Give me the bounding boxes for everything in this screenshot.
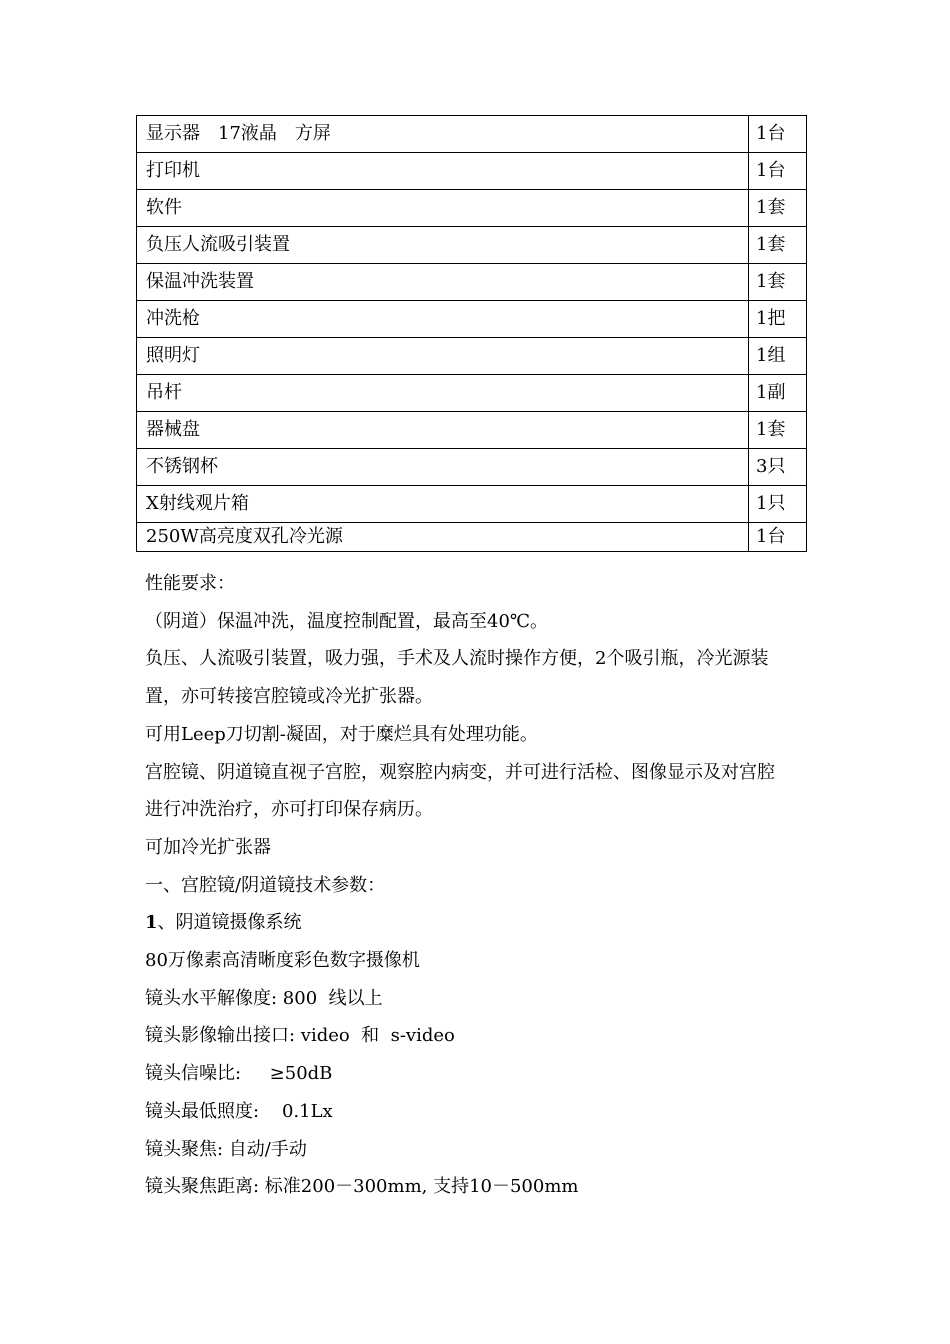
quantity-cell: 1台: [749, 523, 807, 552]
table-row: [137, 486, 807, 523]
item-name-cell: 冲洗枪: [137, 301, 749, 338]
quantity-cell: 1台: [749, 116, 807, 153]
spec-line: 镜头聚焦距离: 标准200－300mm, 支持10－500mm: [145, 1176, 579, 1198]
table-row: [137, 375, 807, 412]
equipment-table-body: [137, 116, 807, 552]
spec-line: 镜头信噪比: ≥50dB: [145, 1063, 333, 1085]
item-name-cell: 不锈钢杯: [137, 449, 749, 486]
quantity-cell: 1套: [749, 412, 807, 449]
table-row: [137, 227, 807, 264]
section-heading: 一、宫腔镜/阴道镜技术参数：: [145, 874, 386, 896]
table-row: [137, 523, 807, 552]
table-row: [137, 338, 807, 375]
item-name-cell: 器械盘: [137, 412, 749, 449]
table-row: [137, 190, 807, 227]
paragraph: 可用Leep刀切割-凝固，对于糜烂具有处理功能。: [145, 723, 538, 745]
quantity-cell: 1组: [749, 338, 807, 375]
quantity-cell: 1副: [749, 375, 807, 412]
spec-line: 镜头最低照度: 0.1Lx: [145, 1100, 333, 1122]
table-row: [137, 412, 807, 449]
item-name-cell: X射线观片箱: [137, 486, 749, 523]
paragraph-continuation: 置，亦可转接宫腔镜或冷光扩张器。: [145, 686, 433, 708]
quantity-cell: 1把: [749, 301, 807, 338]
quantity-cell: 1套: [749, 190, 807, 227]
item-name-cell: 负压人流吸引装置: [137, 227, 749, 264]
item-name-cell: 软件: [137, 190, 749, 227]
quantity-cell: 3只: [749, 449, 807, 486]
subsection-heading: [145, 904, 810, 942]
equipment-table: [136, 115, 807, 552]
paragraph: 负压、人流吸引装置，吸力强，手术及人流时操作方便，2个吸引瓶，冷光源装: [145, 648, 769, 670]
paragraph: 可加冷光扩张器: [145, 836, 271, 858]
table-row: [137, 301, 807, 338]
subsection-title: 、阴道镜摄像系统: [157, 912, 302, 934]
item-name-cell: 显示器 17液晶 方屏: [137, 116, 749, 153]
table-row: [137, 116, 807, 153]
item-name-cell: 250W高亮度双孔冷光源: [137, 523, 749, 552]
quantity-cell: 1套: [749, 264, 807, 301]
document-body: [145, 565, 810, 1206]
item-name-cell: 吊杆: [137, 375, 749, 412]
paragraph: （阴道）保温冲洗，温度控制配置，最高至40℃。: [145, 610, 549, 632]
item-name-cell: 照明灯: [137, 338, 749, 375]
spec-line: 镜头聚焦: 自动/手动: [145, 1138, 307, 1160]
spec-line: 镜头水平解像度: 800 线以上: [145, 987, 383, 1009]
table-row: [137, 153, 807, 190]
item-name-cell: 打印机: [137, 153, 749, 190]
paragraph: 宫腔镜、阴道镜直视子宫腔，观察腔内病变，并可进行活检、图像显示及对宫腔: [145, 761, 775, 783]
subsection-number: 1: [145, 912, 158, 934]
table-row: [137, 449, 807, 486]
performance-heading: 性能要求：: [145, 573, 235, 594]
table-row: [137, 264, 807, 301]
paragraph-continuation: 进行冲洗治疗，亦可打印保存病历。: [145, 799, 433, 821]
quantity-cell: 1套: [749, 227, 807, 264]
spec-line: 镜头影像输出接口: video 和 s-video: [145, 1025, 455, 1047]
spec-line: 80万像素高清晰度彩色数字摄像机: [145, 950, 420, 972]
quantity-cell: 1只: [749, 486, 807, 523]
item-name-cell: 保温冲洗装置: [137, 264, 749, 301]
quantity-cell: 1台: [749, 153, 807, 190]
